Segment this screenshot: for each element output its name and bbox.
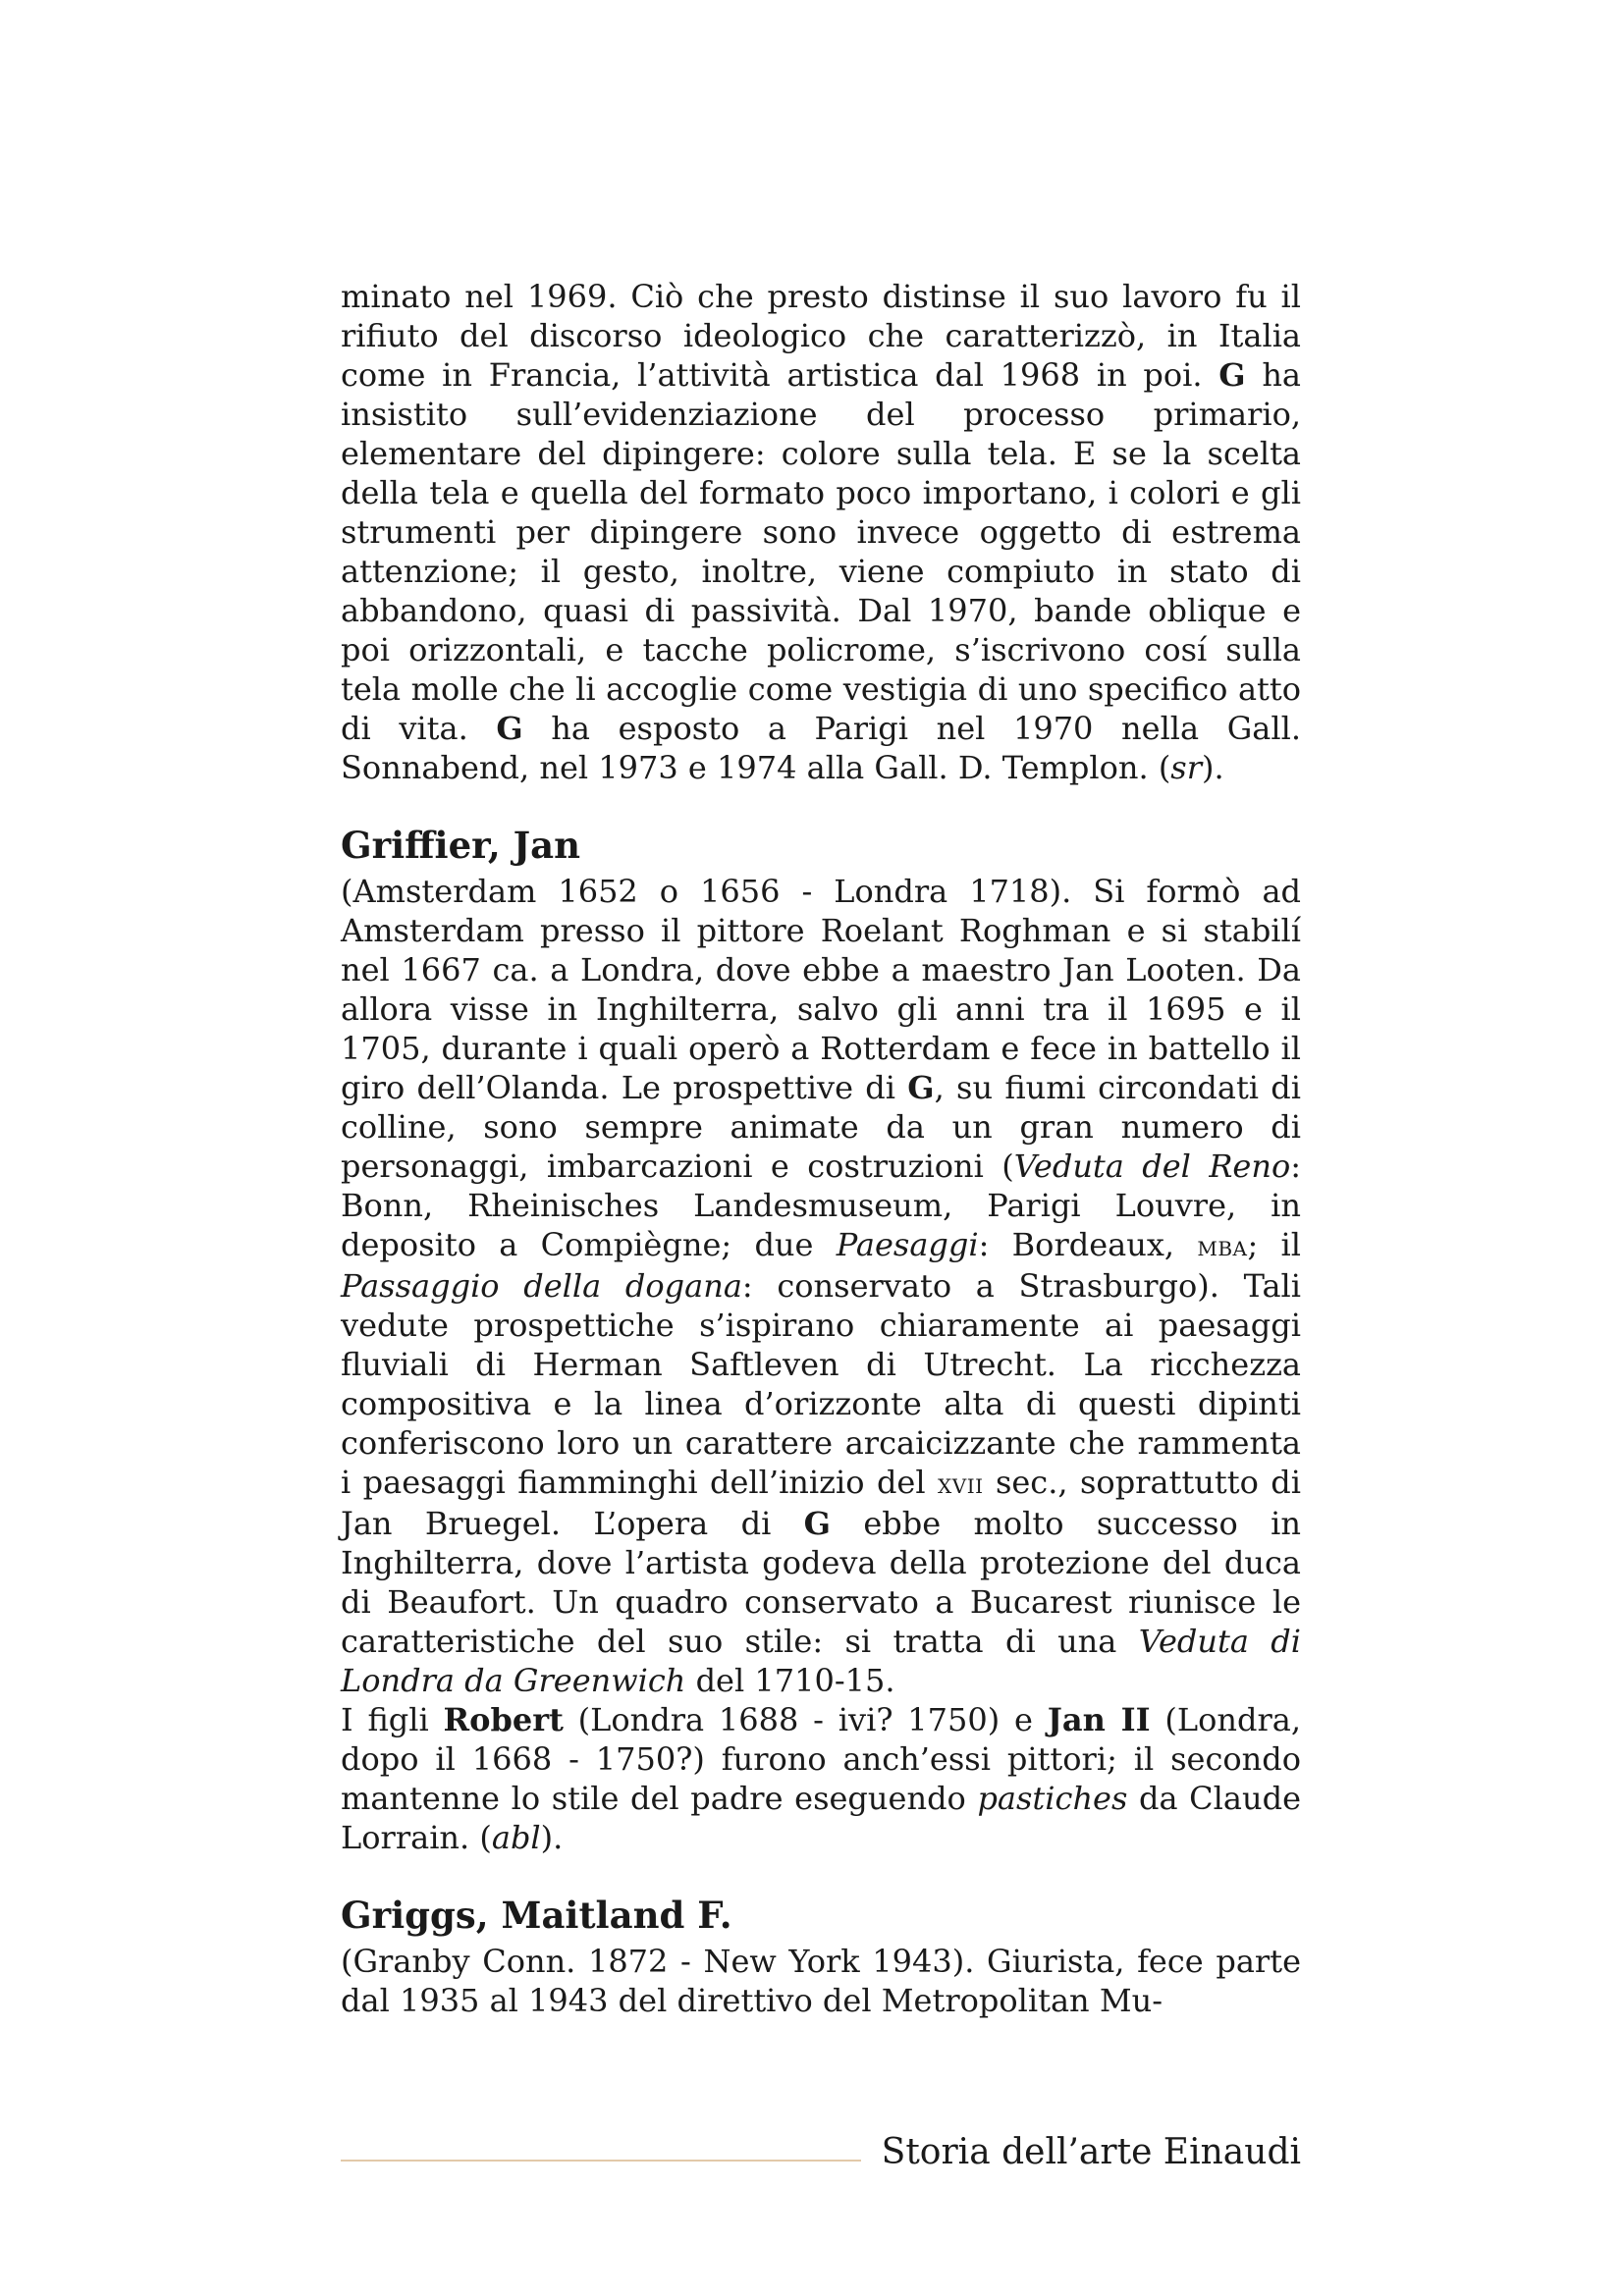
spacer <box>341 1857 1301 1893</box>
entry-title-griffier: Griffier, Jan <box>341 824 581 867</box>
entry-text: (Granby Conn. 1872 - New York 1943). Giurista, fece parte dal 1935 al 1943 del direttivo del Metropolitan Mu- <box>341 1943 1301 2019</box>
entry-paragraph <box>341 1700 1301 1857</box>
entry-text: (Amsterdam 1652 o 1656 - Londra 1718). Si formò ad Amsterdam presso il pittore Roelant Roghman e si stabilí nel 1667 ca. a Londra, dove ebbe a maestro Jan Looten. Da allora visse in Inghilterra, salvo gli anni tra il 1695 e il 1705, durante i quali operò a Rotterdam e fece in battello il giro dell’Olanda. Le prospettive di G, su fiumi circondati di colline, sono sempre animate da un gran numero di personaggi, imbarcazioni e costruzioni (Veduta del Reno: Bonn, Rheinisches Landesmuseum, Parigi Louvre, in deposito a Compiègne; due Paesaggi: Bordeaux, mba; il Passaggio della dogana: conservato a Strasburgo). Tali vedute prospettiche s’ispirano chiaramente ai paesaggi fluviali di Herman Saftleven di Utrecht. La ricchezza compositiva e la linea d’orizzonte alta di questi dipinti conferiscono loro un carattere arcaicizzante che rammenta i paesaggi fiamminghi dell’inizio del xvii sec., soprattutto di Jan Bruegel. L’opera di G ebbe molto successo in Inghilterra, dove l’artista godeva della protezione del duca di Beaufort. Un quadro conservato a Bucarest riunisce le caratteristiche del suo stile: si tratta di una Veduta di Londra da Greenwich del 1710-15. <box>341 873 1302 1699</box>
page-body <box>341 277 1301 2020</box>
continuation-paragraph <box>341 277 1301 787</box>
continuation-text: minato nel 1969. Ciò che presto distinse il suo lavoro fu il rifiuto del discorso ideologico che caratterizzò, in Italia come in Francia, l’attività artistica dal 1968 in poi. G ha insistito sull’evidenziazione del processo primario, elementare del dipingere: colore sulla tela. E se la scelta della tela e quella del formato poco importano, i colori e gli strumenti per dipingere sono invece oggetto di estrema attenzione; il gesto, inoltre, viene compiuto in stato di abbandono, quasi di passività. Dal 1970, bande oblique e poi orizzontali, e tacche policrome, s’iscrivono cosí sulla tela molle che li accoglie come vestigia di uno specifico atto di vita. G ha esposto a Parigi nel 1970 nella Gall. Sonnabend, nel 1973 e 1974 alla Gall. D. Templon. (sr). <box>341 278 1302 786</box>
entry-title-griggs: Griggs, Maitland F. <box>341 1894 732 1937</box>
spacer <box>341 787 1301 823</box>
page-footer <box>341 2128 1301 2187</box>
footer-rule <box>341 2160 861 2162</box>
entry-text: I figli Robert (Londra 1688 - ivi? 1750) e Jan II (Londra, dopo il 1668 - 1750?) furono anch’essi pittori; il secondo mantenne lo stile del padre eseguendo pastiches da Claude Lorrain. (abl). <box>341 1701 1302 1856</box>
entry-paragraph <box>341 872 1301 1700</box>
entry-paragraph <box>341 1942 1301 2020</box>
footer-publisher: Storia dell’arte Einaudi <box>881 2132 1301 2172</box>
